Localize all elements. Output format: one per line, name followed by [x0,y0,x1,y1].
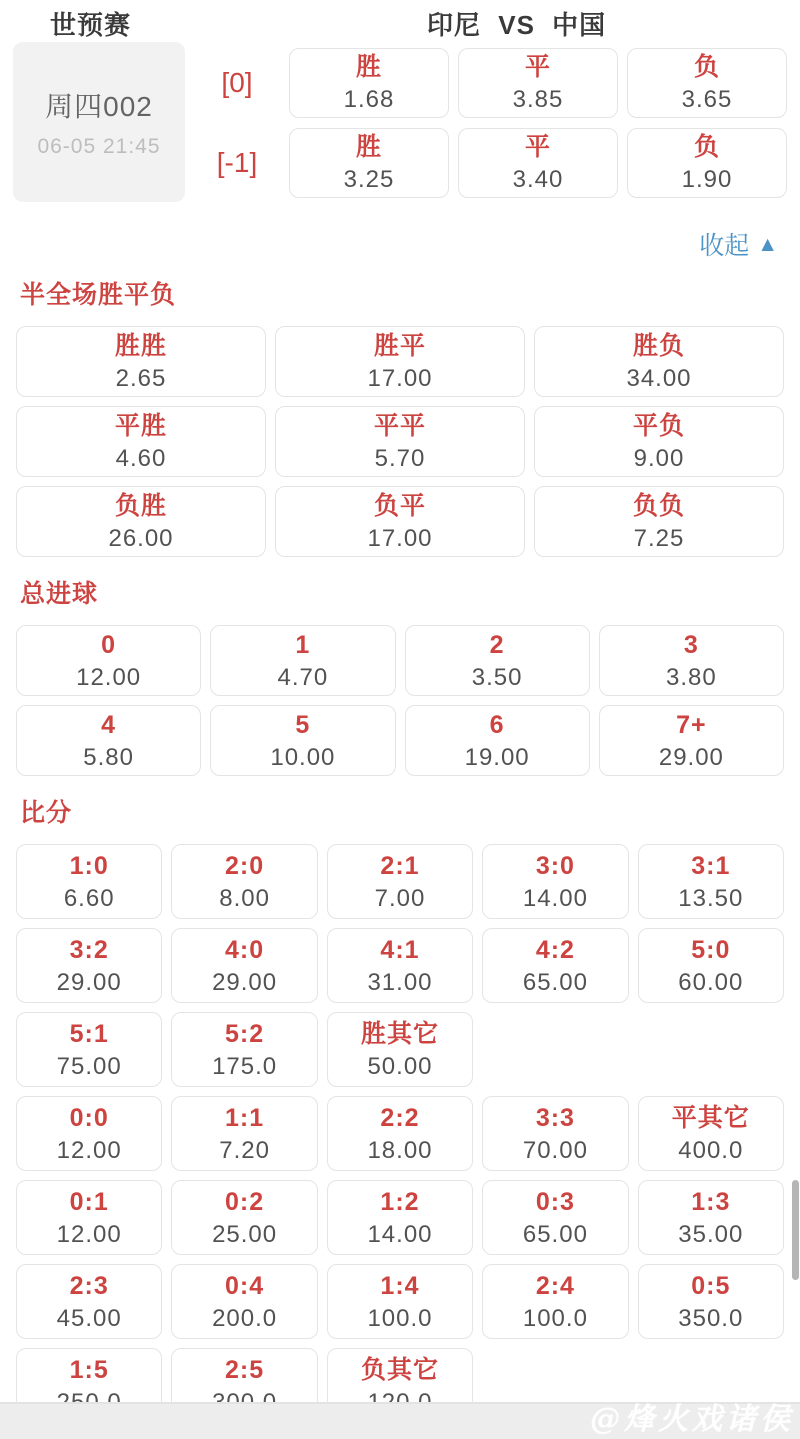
odds-cell-value: 12.00 [76,663,142,691]
odds-cell-value: 29.00 [212,968,278,996]
odds-cell-label: 0:2 [225,1187,265,1216]
odds-cell-label: 2 [489,630,505,659]
handicap-odds-boxes [289,128,787,198]
odds-cell-label: 1:2 [380,1187,420,1216]
odds-cell-label: 4:2 [535,935,575,964]
odds-cell-value: 8.00 [219,884,270,912]
odds-cell-label: 0:0 [69,1103,109,1132]
odds-cell-label: 6 [489,710,505,739]
odds-cell-胜其它[interactable] [327,1012,473,1087]
odds-cell-value: 3.80 [666,663,717,691]
odds-cell-value: 50.00 [367,1052,433,1080]
odds-cell-value: 100.0 [367,1304,433,1332]
odds-cell-label: 1:4 [380,1271,420,1300]
odds-cell-label: 0:1 [69,1187,109,1216]
footer-strip [0,1402,800,1439]
odds-cell-3:0[interactable] [482,844,628,919]
scrollbar-thumb[interactable] [792,1180,799,1280]
odds-cell-胜[interactable] [289,128,449,198]
watermark-text: @烽火戏诸侯 [590,1402,794,1437]
odds-cell-label: 平胜 [114,411,167,440]
odds-cell-1:3[interactable] [638,1180,784,1255]
odds-cell-value: 3.85 [512,86,564,113]
odds-cell-label: 3:1 [691,851,731,880]
odds-row [16,705,784,776]
odds-cell-胜胜[interactable] [16,326,266,397]
odds-cell-label: 2:3 [69,1271,109,1300]
collapse-toggle[interactable] [699,226,778,262]
odds-cell-label: 4:1 [380,935,420,964]
handicap-row [185,48,787,118]
odds-cell-平胜[interactable] [16,406,266,477]
match-title: 印尼 VS 中国 [427,10,607,40]
handicap-line-label: [0] [221,67,253,98]
odds-cell-0:4[interactable] [171,1264,317,1339]
odds-cell-value: 60.00 [678,968,744,996]
match-number: 周四002 [45,91,153,122]
odds-cell-value: 1.68 [343,86,395,113]
odds-cell-value: 34.00 [626,364,692,392]
odds-cell-label: 1:1 [225,1103,265,1132]
handicap-odds-boxes [289,48,787,118]
odds-cell-label: 负其它 [360,1355,439,1384]
odds-cell-label: 2:2 [380,1103,420,1132]
odds-cell-4:0[interactable] [171,928,317,1003]
odds-cell-label: 胜胜 [114,331,167,360]
odds-cell-label: 5:2 [225,1019,265,1048]
odds-cell-label: 负胜 [114,491,167,520]
odds-cell-胜负[interactable] [534,326,784,397]
odds-cell-胜平[interactable] [275,326,525,397]
odds-cell-label: 平 [524,53,551,81]
odds-row [16,1012,784,1087]
odds-cell-value: 7.25 [633,524,685,552]
odds-cell-label: 3 [683,630,699,659]
odds-cell-label: 5 [295,710,311,739]
handicap-odds-rows [185,48,787,202]
odds-cell-value: 12.00 [56,1220,122,1248]
odds-row [16,844,784,919]
odds-cell-label: 胜平 [373,331,426,360]
odds-cell-value: 350.0 [678,1304,744,1332]
odds-cell-label: 2:0 [225,851,265,880]
odds-cell-label: 0:3 [535,1187,575,1216]
section-half-full-result [16,275,784,557]
odds-cell-2:2[interactable] [327,1096,473,1171]
section-correct-score [16,793,784,1423]
odds-cell-平负[interactable] [534,406,784,477]
odds-cell-label: 胜负 [632,331,685,360]
odds-cell-0[interactable] [16,625,201,696]
odds-cell-label: 平其它 [671,1103,750,1132]
odds-cell-label: 3:3 [535,1103,575,1132]
collapse-label: 收起 [699,232,750,260]
odds-cell-value: 100.0 [522,1304,588,1332]
odds-row [16,326,784,397]
odds-cell-平平[interactable] [275,406,525,477]
odds-cell-label: 2:5 [225,1355,265,1384]
odds-cell-value: 4.70 [277,663,329,691]
odds-row [16,625,784,696]
odds-cell-label: 1:0 [69,851,109,880]
handicap-line-label: [-1] [216,147,258,178]
odds-row [16,928,784,1003]
odds-cell-label: 0 [101,630,117,659]
odds-cell-label: 平 [524,133,551,161]
section-title-correct-score: 比分 [20,799,73,827]
league-label: 世预赛 [50,10,132,40]
odds-cell-3[interactable] [599,625,784,696]
odds-cell-2:3[interactable] [16,1264,162,1339]
odds-cell-value: 26.00 [108,524,174,552]
section-title-total-goals: 总进球 [20,580,99,608]
odds-cell-value: 7.20 [219,1136,270,1164]
odds-cell-value: 3.65 [681,86,733,113]
odds-cell-value: 35.00 [678,1220,744,1248]
odds-cell-1:4[interactable] [327,1264,473,1339]
odds-cell-label: 4 [101,710,117,739]
odds-cell-value: 6.60 [63,884,115,912]
odds-cell-label: 负 [693,133,720,161]
odds-cell-label: 0:5 [691,1271,731,1300]
odds-cell-value: 45.00 [56,1304,122,1332]
odds-row [16,1180,784,1255]
odds-cell-value: 400.0 [678,1136,744,1164]
odds-cell-负[interactable] [627,48,787,118]
odds-cell-1:0[interactable] [16,844,162,919]
odds-cell-value: 65.00 [522,1220,588,1248]
odds-cell-label: 平平 [373,411,426,440]
odds-cell-4[interactable] [16,705,201,776]
match-area [0,42,800,202]
odds-cell-value: 14.00 [367,1220,433,1248]
odds-cell-value: 10.00 [270,743,336,771]
odds-cell-1:1[interactable] [171,1096,317,1171]
odds-cell-value: 25.00 [212,1220,278,1248]
odds-row [16,1096,784,1171]
odds-row [16,1264,784,1339]
odds-cell-label: 负平 [373,491,426,520]
odds-cell-value: 17.00 [367,524,433,552]
odds-cell-0:0[interactable] [16,1096,162,1171]
odds-cell-value: 5.70 [374,444,426,472]
odds-cell-2:1[interactable] [327,844,473,919]
section-total-goals [16,574,784,776]
odds-cell-label: 5:0 [691,935,731,964]
odds-cell-平[interactable] [458,128,618,198]
odds-cell-value: 18.00 [367,1136,433,1164]
odds-cell-label: 胜 [355,133,382,161]
odds-cell-value: 175.0 [212,1052,278,1080]
odds-cell-value: 13.50 [678,884,744,912]
odds-cell-2:0[interactable] [171,844,317,919]
odds-cell-label: 1:3 [691,1187,731,1216]
odds-cell-label: 0:4 [225,1271,265,1300]
page-header [0,2,800,40]
odds-row [16,406,784,477]
odds-cell-value: 9.00 [633,444,685,472]
odds-cell-2[interactable] [405,625,590,696]
chevron-up-icon: ▲ [757,232,778,256]
odds-cell-value: 70.00 [522,1136,588,1164]
odds-cell-value: 200.0 [212,1304,278,1332]
odds-cell-label: 3:2 [69,935,109,964]
odds-cell-负平[interactable] [275,486,525,557]
odds-cell-5:0[interactable] [638,928,784,1003]
odds-cell-4:1[interactable] [327,928,473,1003]
odds-cell-0:5[interactable] [638,1264,784,1339]
odds-cell-label: 1 [295,630,311,659]
odds-cell-7+[interactable] [599,705,784,776]
odds-cell-0:3[interactable] [482,1180,628,1255]
odds-cell-5[interactable] [210,705,395,776]
odds-cell-6[interactable] [405,705,590,776]
odds-cell-label: 1:5 [69,1355,109,1384]
odds-cell-负负[interactable] [534,486,784,557]
odds-cell-label: 2:4 [535,1271,575,1300]
odds-cell-value: 65.00 [522,968,588,996]
odds-cell-value: 31.00 [367,968,433,996]
odds-cell-value: 19.00 [464,743,530,771]
odds-cell-label: 负负 [632,491,685,520]
odds-cell-3:3[interactable] [482,1096,628,1171]
odds-cell-value: 3.25 [343,166,395,193]
odds-cell-1:2[interactable] [327,1180,473,1255]
odds-row [16,486,784,557]
odds-cell-label: 5:1 [69,1019,109,1048]
odds-cell-3:1[interactable] [638,844,784,919]
odds-cell-value: 14.00 [522,884,588,912]
odds-cell-value: 29.00 [658,743,724,771]
odds-cell-0:1[interactable] [16,1180,162,1255]
odds-cell-1[interactable] [210,625,395,696]
match-info-box[interactable] [13,42,185,202]
odds-cell-label: 负 [693,53,720,81]
odds-cell-value: 29.00 [56,968,122,996]
odds-cell-value: 1.90 [681,166,733,193]
odds-cell-3:2[interactable] [16,928,162,1003]
odds-cell-label: 4:0 [225,935,265,964]
section-title-half-full-result: 半全场胜平负 [20,281,177,309]
collapse-row [0,226,800,258]
odds-cell-2:4[interactable] [482,1264,628,1339]
odds-cell-负[interactable] [627,128,787,198]
odds-cell-0:2[interactable] [171,1180,317,1255]
odds-cell-value: 75.00 [56,1052,122,1080]
odds-cell-label: 2:1 [380,851,420,880]
odds-cell-label: 平负 [632,411,685,440]
odds-cell-value: 3.50 [471,663,523,691]
odds-sections [0,275,800,1423]
odds-cell-value: 4.60 [115,444,167,472]
odds-cell-value: 17.00 [367,364,433,392]
odds-cell-平其它[interactable] [638,1096,784,1171]
odds-cell-胜[interactable] [289,48,449,118]
odds-cell-label: 7+ [676,710,707,739]
odds-cell-4:2[interactable] [482,928,628,1003]
odds-cell-负胜[interactable] [16,486,266,557]
odds-cell-label: 胜其它 [360,1019,439,1048]
odds-cell-value: 5.80 [83,743,134,771]
odds-cell-value: 2.65 [115,364,167,392]
odds-cell-value: 12.00 [56,1136,122,1164]
odds-cell-value: 3.40 [512,166,564,193]
handicap-row [185,128,787,198]
odds-cell-5:1[interactable] [16,1012,162,1087]
odds-cell-label: 3:0 [535,851,575,880]
odds-cell-label: 胜 [355,53,382,81]
odds-cell-value: 7.00 [374,884,426,912]
odds-cell-5:2[interactable] [171,1012,317,1087]
odds-cell-平[interactable] [458,48,618,118]
match-datetime: 06-05 21:45 [37,135,161,158]
